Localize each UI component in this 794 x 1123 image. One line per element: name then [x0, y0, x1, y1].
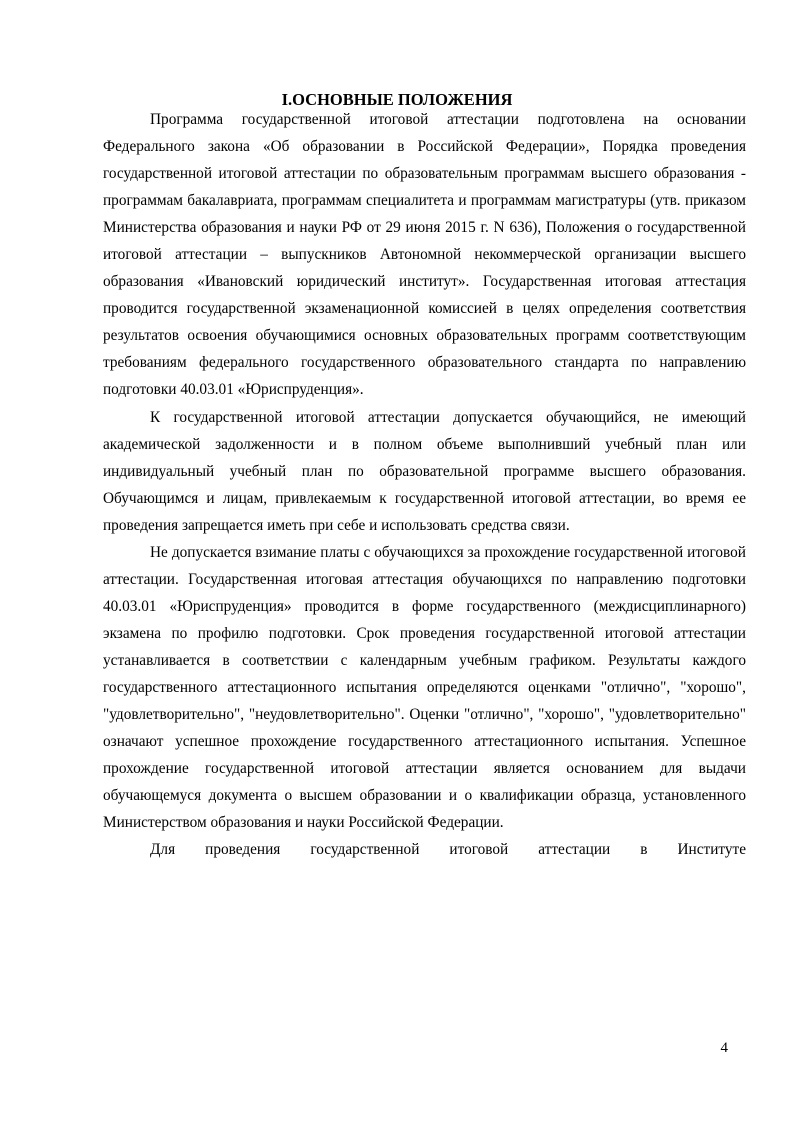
paragraph-admission: К государственной итоговой аттестации допускается обучающийся, не имеющий академической задолженности и в полном объеме выполнивший учебный план или индивидуальный учебный план по образовательной программе высшего образования. Обучающимся и лицам, привлекаемым к государственной итоговой аттестации, во время ее проведения запрещается иметь при себе и использовать средства связи.	[103, 408, 746, 534]
page-number: 4	[720, 1040, 728, 1056]
section-heading: I.ОСНОВНЫЕ ПОЛОЖЕНИЯ	[281, 90, 513, 109]
paragraph-institute-continued: Для проведения государственной итоговой аттестации в Институте	[150, 841, 746, 859]
paragraph-program-basis: Программа государственной итоговой аттестации подготовлена на основании Федерального закона «Об образовании в Российской Федерации», Порядка проведения государственной итоговой аттестации по образовательным программам высшего образования - программам бакалавриата, программам специалитета и программам магистратуры (утв. приказом Министерства образования и науки РФ от 29 июня 2015 г. N 636), Положения о государственной итоговой аттестации – выпускников Автономной некоммерческой организации высшего образования «Ивановский юридический институт». Государственная итоговая аттестация проводится государственной экзаменационной комиссией в целях определения соответствия результатов освоения обучающимися основных образовательных программ соответствующим требованиям федерального государственного образовательного стандарта по направлению подготовки 40.03.01 «Юриспруденция».	[103, 111, 746, 399]
body-text	[103, 106, 746, 863]
paragraph-fees-and-grades: Не допускается взимание платы с обучающихся за прохождение государственной итоговой аттестации. Государственная итоговая аттестация обучающихся по направлению подготовки 40.03.01 «Юриспруденция» проводится в форме государственного (междисциплинарного) экзамена по профилю подготовки. Срок проведения государственной итоговой аттестации устанавливается в соответствии с календарным учебным графиком. Результаты каждого государственного аттестационного испытания определяются оценками "отлично", "хорошо", "удовлетворительно", "неудовлетворительно". Оценки "отлично", "хорошо", "удовлетворительно" означают успешное прохождение государственного аттестационного испытания. Успешное прохождение государственной итоговой аттестации является основанием для выдачи обучающемуся документа о высшем образовании и о квалификации образца, установленного Министерством образования и науки Российской Федерации.	[103, 543, 746, 832]
